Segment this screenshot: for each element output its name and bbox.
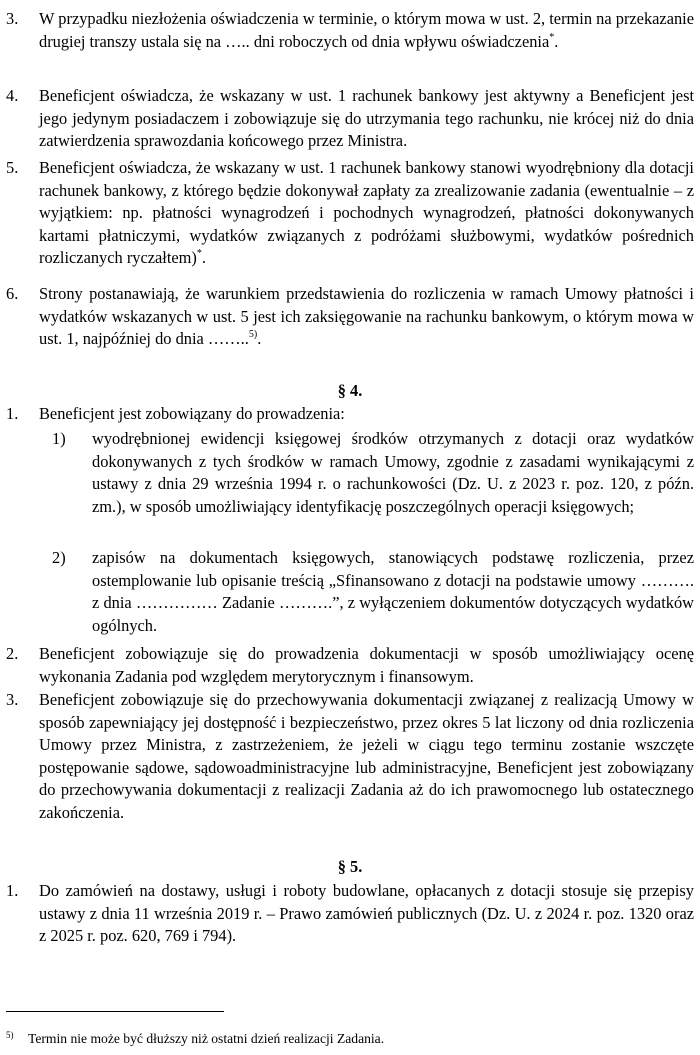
paragraph-number: 2. [6,644,19,663]
paragraph-text: Beneficjent jest zobowiązany do prowadzenia: [39,404,345,423]
paragraph-text: Beneficjent oświadcza, że wskazany w ust. 1 rachunek bankowy stanowi wyodrębniony dla dotacji rachunek bankowy, z którego będzie dokonywał zapłaty za zrealizowanie zadania (ewentualnie – z wyjątkiem: np. płatności wynagrodzeń i pochodnych wynagrodzeń, płatności dokonywanych kartami płatniczymi, wydatków związanych z podróżami służbowymi, wydatków pośrednich rozliczanych ryczałtem)*. [39,158,694,268]
paragraph-number: 3. [6,690,19,709]
footnote-mark: * [196,248,202,260]
subitem-text: zapisów na dokumentach księgowych, stanowiących podstawę rozliczenia, przez ostemplowanie lub opisanie treścią „Sfinansowano z dotacji na podstawie umowy ………. z dnia …………… Zadanie ……….”, z wyłączeniem dokumentów dotyczących wydatków ogólnych. [92,548,694,635]
section-heading: § 5. [337,857,363,876]
footnote-number: 5) [6,1030,14,1040]
paragraph-number: 4. [6,86,19,105]
paragraph-number: 1. [6,404,19,423]
footnote-text: Termin nie może być dłuższy niż ostatni dzień realizacji Zadania. [28,1031,385,1046]
subitem-number: 2) [52,548,66,567]
paragraph-text: Beneficjent oświadcza, że wskazany w ust. 1 rachunek bankowy jest aktywny a Beneficjent jest jego jedynym posiadaczem i zobowiązuje się do utrzymania tego rachunku, nie krócej niż do dnia zatwierdzenia sprawozdania końcowego przez Ministra. [39,86,694,151]
section-heading: § 4. [337,381,363,400]
footnote-reference: 5) [248,329,258,341]
paragraph-number: 1. [6,881,19,900]
footnote [6,1030,696,1048]
subitem-text: wyodrębnionej ewidencji księgowej środków otrzymanych z dotacji oraz wydatków dokonywanych z tych środków w ramach Umowy, zgodnie z zasadami wynikającymi z ustawy z dnia 29 września 1994 r. o rachunkowości (Dz. U. z 2023 r. poz. 120, z późn. zm.), w sposób umożliwiający identyfikację poszczególnych operacji księgowych; [92,429,694,516]
paragraph-number: 3. [6,9,19,28]
paragraph-text: Beneficjent zobowiązuje się do przechowywania dokumentacji związanej z realizacją Umowy w sposób zapewniający jej dostępność i bezpieczeństwo, przez okres 5 lat liczony od dnia rozliczenia Umowy przez Ministra, z zastrzeżeniem, że jeżeli w ciągu tego terminu zostanie wszczęte postępowanie sądowe, sądowoadministracyjne lub administracyjne, Beneficjent jest zobowiązany do przechowywania dokumentacji z realizacji Zadania aż do ich prawomocnego lub ostatecznego zakończenia. [39,690,694,822]
paragraph-text: W przypadku niezłożenia oświadczenia w terminie, o którym mowa w ust. 2, termin na przekazanie drugiej transzy ustala się na ….. dni roboczych od dnia wpływu oświadczenia*. [39,9,694,51]
footnote-separator [6,1011,224,1012]
paragraph-number: 5. [6,158,19,177]
paragraph-number: 6. [6,284,19,303]
footnote-mark: * [549,31,555,43]
paragraph-text: Do zamówień na dostawy, usługi i roboty budowlane, opłacanych z dotacji stosuje się przepisy ustawy z dnia 11 września 2019 r. – Prawo zamówień publicznych (Dz. U. z 2024 r. poz. 1320 oraz z 2025 r. poz. 620, 769 i 794). [39,881,694,946]
subitem-number: 1) [52,429,66,448]
paragraph-text: Beneficjent zobowiązuje się do prowadzenia dokumentacji w sposób umożliwiający ocenę wykonania Zadania pod względem merytorycznym i finansowym. [39,644,694,686]
paragraph-text: Strony postanawiają, że warunkiem przedstawienia do rozliczenia w ramach Umowy płatności i wydatków wskazanych w ust. 5 jest ich zaksięgowanie na rachunku bankowym, o którym mowa w ust. 1, najpóźniej do dnia ……..$^{5)}$. [39,284,694,349]
